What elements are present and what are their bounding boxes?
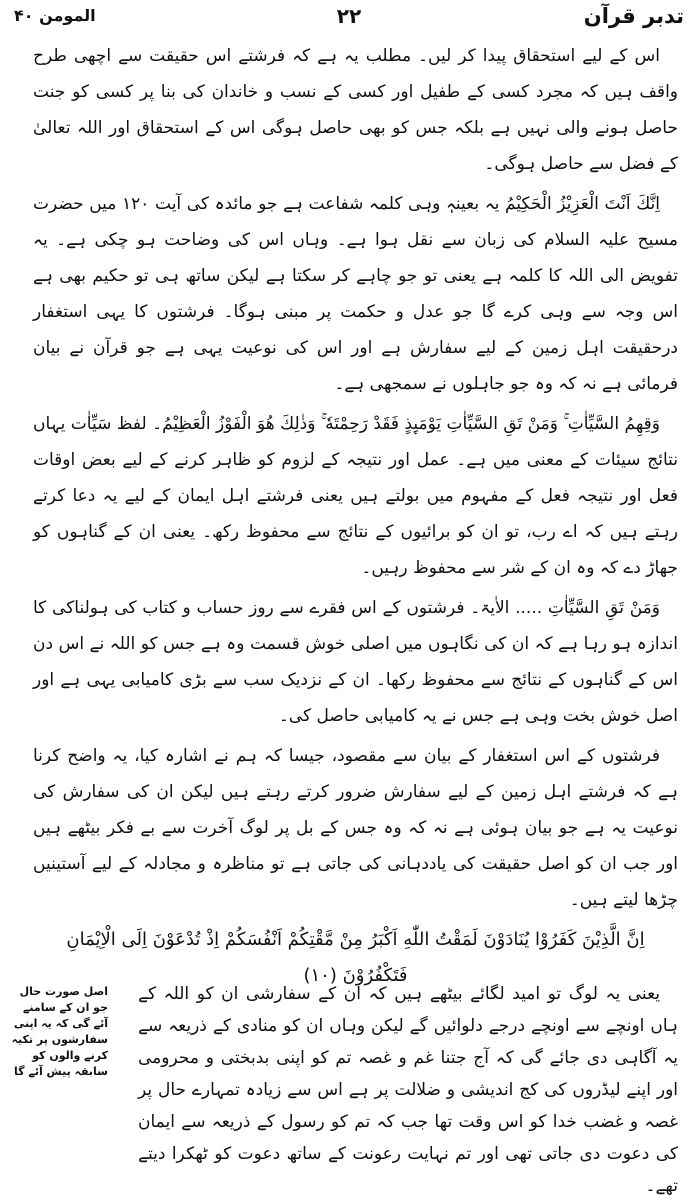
book-title: تدبر قرآن <box>583 4 684 28</box>
paragraph-3: وَقِهِمُ السَّیِّاٰتِ ۚ وَمَنْ تَقِ السَّیِّاٰتِ یَوْمَىِٕذٍ فَقَدْ رَحِمْتَهٗ ۚ وَذٰلِكَ هُوَ الْفَوْزُ الْعَظِیْمُ۔ لفظ سَیِّاٰت یہاں نتائج سیئات کے معنی میں ہے۔ عمل اور نتیجہ کے لزوم کو ظاہر کرنے کے لیے بعض اوقات فعل اور نتیجہ فعل کے مفہوم میں بولتے ہیں یعنی فرشتے اہل ایمان کے لیے یہ دعا کرتے رہتے ہیں کہ اے رب، تو ان کو برائیوں کے نتائج سے محفوظ رکھ۔ یعنی ان کے گناہوں کو جھاڑ دے کہ وہ ان کے شر سے محفوظ رہیں۔ <box>33 414 678 578</box>
page-number: ۲۲ <box>336 4 362 28</box>
quranic-verse: اِنَّ الَّذِیْنَ كَفَرُوْا یُنَادَوْنَ لَمَقْتُ اللّٰهِ اَكْبَرُ مِنْ مَّقْتِكُمْ اَنْفُسَكُمْ اِذْ تُدْعَوْنَ اِلَى الْاِیْمَانِ فَتَكْفُرُوْنَ (۱۰) <box>66 929 645 986</box>
commentary-paragraph <box>138 978 678 1196</box>
main-text <box>33 38 678 986</box>
surah-label: المومن ۴۰ <box>14 6 96 25</box>
paragraph-6: یعنی یہ لوگ تو امید لگائے بیٹھے ہیں کہ ان کے سفارشی ان کو اللہ کے ہاں اونچے سے اونچے درجے دلوائیں گے لیکن وہاں ان کو منادی کے ذریعہ سے یہ آگاہی دی جائے گی کہ آج جتنا غم و غصہ تم کو اپنی بدبختی و محرومی اور اپنے لیڈروں کی کج اندیشی و ضلالت پر ہے اس سے زیادہ تمہارے حال پر غصہ و غضب خدا کو اس وقت تھا جب کہ تم کو رسول کے ذریعہ سے ایمان کی دعوت دی جاتی تھی اور تم نہایت رعونت کے ساتھ دعوت کو ٹھکرا دیتے تھے۔ <box>138 984 678 1196</box>
paragraph-4: وَمَنْ تَقِ السَّیِّاٰتِ ..... الاٰیۃ۔ فرشتوں کے اس فقرے سے روز حساب و کتاب کی ہولناکی کا اندازہ ہو رہا ہے کہ ان کی نگاہوں میں اصلی خوش قسمت وہ ہے جس کو اللہ نے اس دن اس کے گناہوں کے نتائج سے محفوظ رکھا۔ ان کے نزدیک سب سے بڑی کامیابی یہی ہے اور اصل خوش بخت وہی ہے جس نے یہ کامیابی حاصل کی۔ <box>33 598 678 726</box>
paragraph-1: اس کے لیے استحقاق پیدا کر لیں۔ مطلب یہ ہے کہ فرشتے اس حقیقت سے اچھی طرح واقف ہیں کہ مجرد کسی کے طفیل اور کسی کے نسب و خاندان کی بنا پر کسی کو جنت حاصل ہونے والی نہیں ہے بلکہ جس کو بھی حاصل ہوگی اس کے استحقاق اور اللہ تعالیٰ کے فضل سے حاصل ہوگی۔ <box>33 46 678 174</box>
paragraph-5: فرشتوں کے اس استغفار کے بیان سے مقصود، جیسا کہ ہم نے اشارہ کیا، یہ واضح کرنا ہے کہ فرشتے اہل زمین کے لیے سفارش ضرور کرتے رہتے ہیں لیکن ان کی سفارش کی نوعیت یہ ہے جو بیان ہوئی ہے نہ کہ وہ جس کے بل پر لوگ آخرت سے بے فکر بیٹھے ہیں اور جب ان کو اصل حقیقت کی یاددہانی کی جاتی ہے تو مناظرہ و مجادلہ کے لیے آستینیں چڑھا لیتے ہیں۔ <box>33 746 678 910</box>
margin-note: اصل صورت حال جو ان کے سامنے آئے گی کہ یہ اپنی سفارشوں پر تکیہ کرنے والوں کو سابقہ پیش آئے گا <box>11 985 108 1078</box>
page-header <box>14 4 684 34</box>
paragraph-2: اِنَّكَ اَنْتَ الْعَزِیْزُ الْحَكِیْمُ یہ بعینہٖ وہی کلمہ شفاعت ہے جو مائدہ کی آیت ۱۲۰ میں حضرت مسیح علیہ السلام کی زبان سے نقل ہوا ہے۔ وہاں اس کی وضاحت ہو چکی ہے۔ یہ تفویض الی اللہ کا کلمہ ہے یعنی تو جو چاہے کر سکتا ہے لیکن ساتھ ہی تو حکیم بھی ہے اس وجہ سے وہی کرے گا جو عدل و حکمت پر مبنی ہوگا۔ فرشتوں کا یہی استغفار درحقیقت اہل زمین کے لیے سفارش ہے اور اس کی نوعیت یہی ہے جو قرآن نے بیان فرمائی ہے نہ کہ وہ جو جاہلوں نے سمجھی ہے۔ <box>33 194 678 394</box>
